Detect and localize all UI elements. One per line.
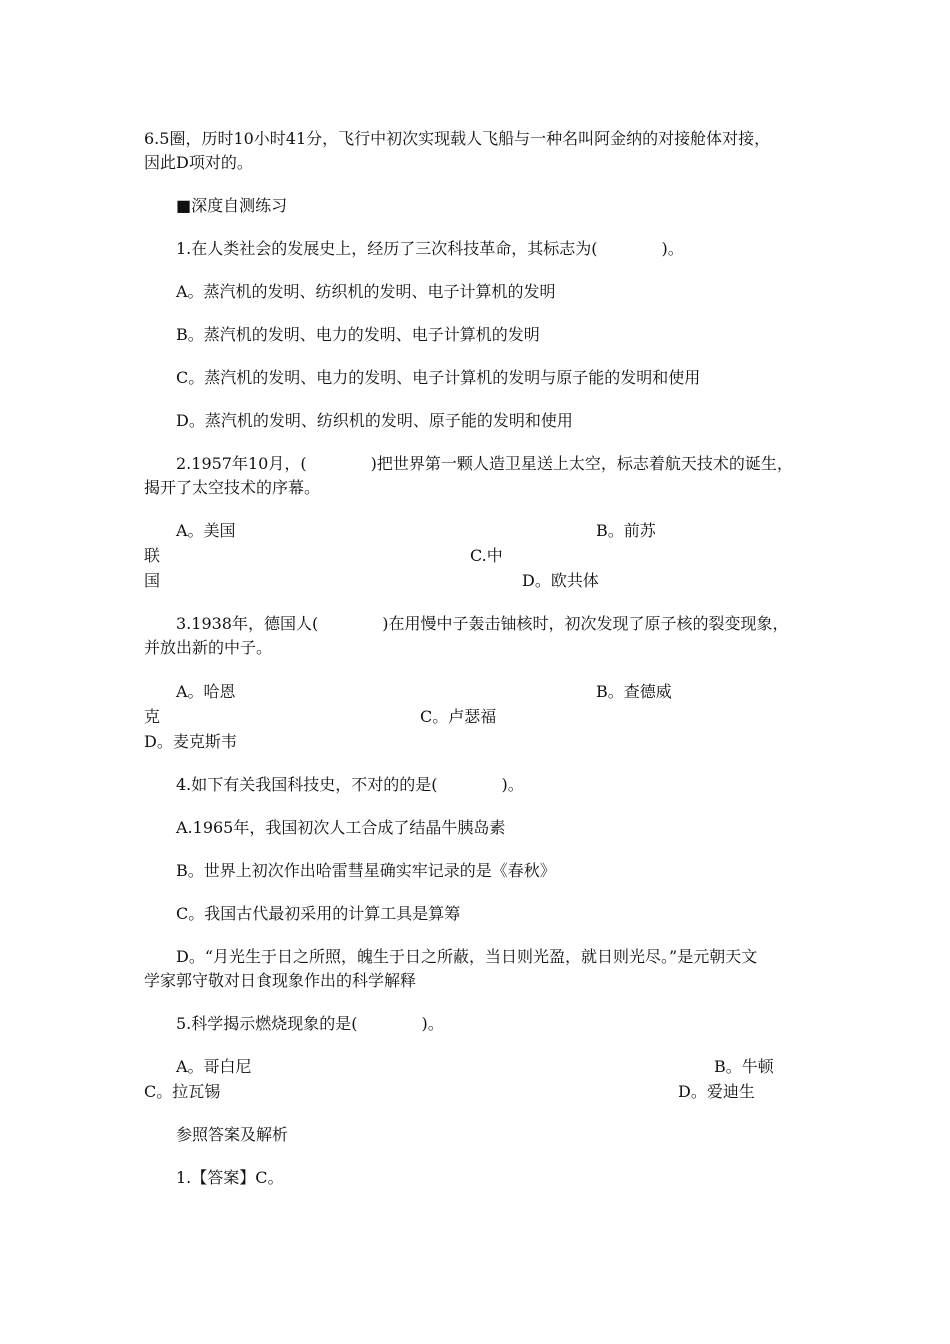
question-5-option-d: D。爱迪生 xyxy=(678,1082,755,1101)
question-2-stem-line-2: 揭开了太空技术的序幕。 xyxy=(144,478,321,497)
section-heading: ■深度自测练习 xyxy=(176,196,288,215)
question-3-option-b: B。查德威 xyxy=(596,682,672,701)
question-1-option-d: D。蒸汽机的发明、纺织机的发明、原子能的发明和使用 xyxy=(176,411,573,430)
question-5-option-b: B。牛顿 xyxy=(714,1057,774,1076)
question-3-option-c: C。卢瑟福 xyxy=(420,707,497,726)
question-4-option-a: A.1965年，我国初次人工合成了结晶牛胰岛素 xyxy=(176,818,506,837)
question-3-option-a: A。哈恩 xyxy=(176,682,236,701)
question-5-option-a: A。哥白尼 xyxy=(176,1057,252,1076)
question-2-option-b-wrap: 联 xyxy=(144,546,161,565)
question-5-stem: 5.科学揭示燃烧现象的是( )。 xyxy=(176,1014,444,1033)
question-2-option-b: B。前苏 xyxy=(596,521,656,540)
answers-heading: 参照答案及解析 xyxy=(176,1125,289,1144)
question-2-option-d: D。欧共体 xyxy=(522,571,599,590)
question-3-option-b-wrap: 克 xyxy=(144,707,161,726)
intro-line-1: 6.5圈，历时10小时41分，飞行中初次实现载人飞船与一种名叫阿金纳的对接舱体对接， xyxy=(144,129,771,148)
question-3-option-d: D。麦克斯韦 xyxy=(144,732,237,751)
question-1-stem: 1.在人类社会的发展史上，经历了三次科技革命，其标志为( )。 xyxy=(176,239,684,258)
question-3-stem-line-2: 并放出新的中子。 xyxy=(144,638,273,657)
question-1-option-c: C。蒸汽机的发明、电力的发明、电子计算机的发明与原子能的发明和使用 xyxy=(176,368,701,387)
answer-1: 1.【答案】C。 xyxy=(176,1168,284,1187)
intro-line-2: 因此D项对的。 xyxy=(144,153,253,172)
question-4-stem: 4.如下有关我国科技史，不对的的是( )。 xyxy=(176,775,524,794)
question-2-option-a: A。美国 xyxy=(176,521,236,540)
question-2-option-c-wrap: 国 xyxy=(144,571,161,590)
question-1-option-a: A。蒸汽机的发明、纺织机的发明、电子计算机的发明 xyxy=(176,282,556,301)
question-2-stem-line-1: 2.1957年10月，( )把世界第一颗人造卫星送上太空，标志着航天技术的诞生， xyxy=(176,454,793,473)
question-1-option-b: B。蒸汽机的发明、电力的发明、电子计算机的发明 xyxy=(176,325,540,344)
question-2-option-c: C.中 xyxy=(470,546,503,565)
question-5-option-c: C。拉瓦锡 xyxy=(144,1082,221,1101)
question-4-option-b: B。世界上初次作出哈雷彗星确实牢记录的是《春秋》 xyxy=(176,861,556,880)
question-4-option-d: D。“月光生于日之所照，魄生于日之所蔽，当日则光盈，就日则光尽。”是元朝天文 xyxy=(176,947,758,966)
question-3-stem-line-1: 3.1938年，德国人( )在用慢中子轰击铀核时，初次发现了原子核的裂变现象， xyxy=(176,614,789,633)
question-4-option-d-wrap: 学家郭守敬对日食现象作出的科学解释 xyxy=(144,971,417,990)
question-4-option-c: C。我国古代最初采用的计算工具是算筹 xyxy=(176,904,461,923)
